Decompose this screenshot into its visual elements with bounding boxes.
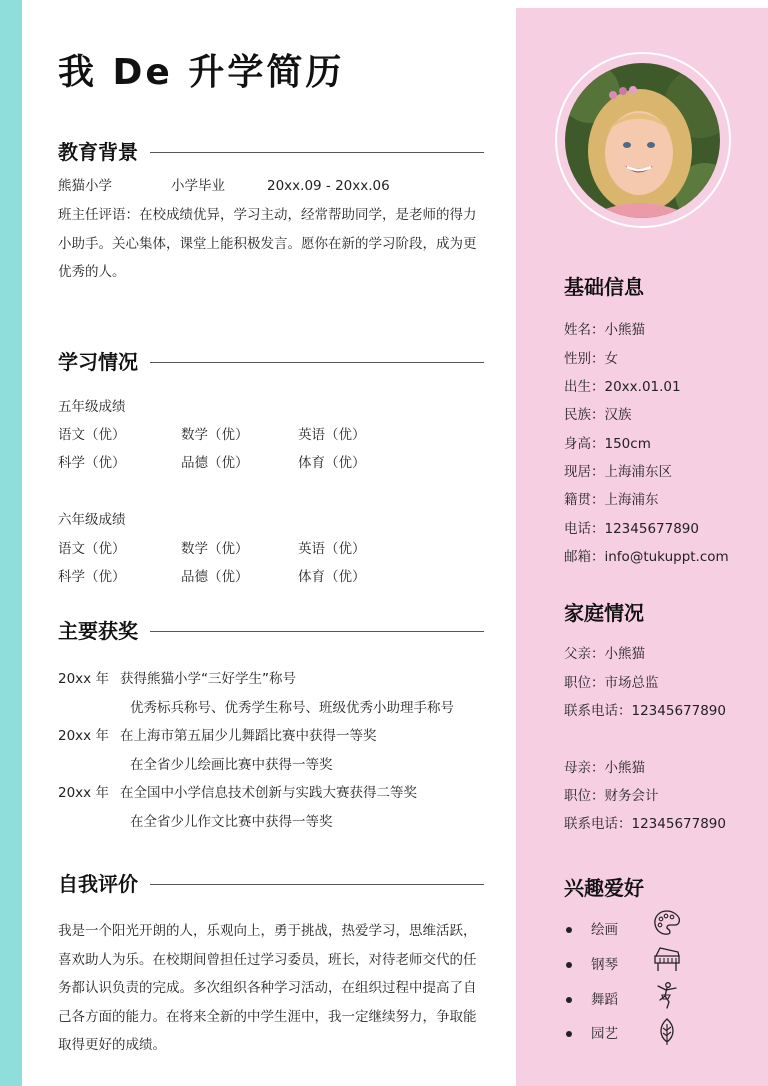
award-year: 20xx 年 [58, 728, 109, 744]
award-line: 在上海市第五届少儿舞蹈比赛中获得一等奖 [120, 728, 377, 744]
award-line: 优秀标兵称号、优秀学生称号、班级优秀小助理手称号 [130, 700, 454, 716]
family-item: 职位：财务会计 [564, 788, 659, 804]
subject-grade: 品德（优） [181, 455, 249, 471]
subject-grade: 语文（优） [58, 541, 126, 557]
basic-info-title: 基础信息 [564, 275, 644, 299]
hobby-label: 园艺 [591, 1026, 618, 1042]
family-title: 家庭情况 [564, 601, 644, 625]
basic-info-item: 籍贯：上海浦东 [564, 492, 659, 508]
section-education [58, 137, 484, 167]
subject-grade: 科学（优） [58, 455, 126, 471]
award-line: 在全省少儿作文比赛中获得一等奖 [130, 814, 333, 830]
section-awards [58, 616, 484, 646]
palette-icon [652, 908, 682, 938]
basic-info-item: 邮箱：info@tukuppt.com [564, 549, 729, 565]
left-accent-stripe [0, 0, 22, 1086]
basic-info-item: 性别：女 [564, 351, 618, 367]
basic-info-item: 现居：上海浦东区 [564, 464, 672, 480]
section-title: 主要获奖 [58, 619, 138, 643]
family-item: 联系电话：12345677890 [564, 703, 726, 719]
subject-grade: 品德（优） [181, 569, 249, 585]
degree: 小学毕业 [171, 178, 225, 194]
section-divider [150, 362, 484, 363]
teacher-comment: 班主任评语：在校成绩优异，学习主动，经常帮助同学，是老师的得力小助手。关心集体，课堂上能积极发言。愿你在新的学习阶段，成为更优秀的人。 [58, 207, 477, 280]
subject-grade: 体育（优） [298, 569, 366, 585]
basic-info-item: 姓名：小熊猫 [564, 322, 645, 338]
bullet-icon [566, 997, 572, 1003]
subject-grade: 英语（优） [298, 541, 366, 557]
leaf-icon [652, 1016, 682, 1046]
hobby-label: 舞蹈 [591, 992, 618, 1008]
grade-title: 五年级成绩 [58, 399, 126, 415]
family-item: 父亲：小熊猫 [564, 646, 645, 662]
avatar-portrait-image [565, 63, 720, 218]
section-title: 教育背景 [58, 140, 138, 164]
award-line: 在全省少儿绘画比赛中获得一等奖 [130, 757, 333, 773]
study-period: 20xx.09 - 20xx.06 [267, 178, 390, 194]
family-item: 联系电话：12345677890 [564, 816, 726, 832]
award-line: 在全国中小学信息技术创新与实践大赛获得二等奖 [120, 785, 417, 801]
family-item: 母亲：小熊猫 [564, 760, 645, 776]
award-year: 20xx 年 [58, 785, 109, 801]
section-self-evaluation [58, 869, 484, 899]
subject-grade: 数学（优） [181, 427, 249, 443]
basic-info-item: 民族：汉族 [564, 407, 632, 423]
piano-icon [652, 944, 682, 974]
section-title: 自我评价 [58, 872, 138, 896]
award-line: 获得熊猫小学“三好学生”称号 [120, 671, 296, 687]
school-name: 熊猫小学 [58, 178, 112, 194]
subject-grade: 科学（优） [58, 569, 126, 585]
subject-grade: 体育（优） [298, 455, 366, 471]
subject-grade: 语文（优） [58, 427, 126, 443]
section-title: 学习情况 [58, 350, 138, 374]
section-divider [150, 631, 484, 632]
subject-grade: 英语（优） [298, 427, 366, 443]
bullet-icon [566, 1031, 572, 1037]
bullet-icon [566, 927, 572, 933]
hobby-label: 绘画 [591, 922, 618, 938]
avatar [565, 63, 720, 218]
section-divider [150, 884, 484, 885]
basic-info-item: 身高：150cm [564, 436, 651, 452]
section-study [58, 347, 484, 377]
subject-grade: 数学（优） [181, 541, 249, 557]
award-year: 20xx 年 [58, 671, 109, 687]
grade-title: 六年级成绩 [58, 512, 126, 528]
basic-info-item: 电话：12345677890 [564, 521, 699, 537]
dancer-icon [652, 980, 682, 1010]
hobby-label: 钢琴 [591, 957, 618, 973]
basic-info-item: 出生：20xx.01.01 [564, 379, 681, 395]
page-title: 我 De 升学简历 [58, 52, 345, 93]
self-evaluation-text: 我是一个阳光开朗的人，乐观向上，勇于挑战，热爱学习，思维活跃，喜欢助人为乐。在校期间曾担任过学习委员，班长，对待老师交代的任务都认识负责的完成。多次组织各种学习活动，在组织过程中提高了自己各方面的能力。在将来全新的中学生涯中，我一定继续努力，争取能取得更好的成绩。 [58, 923, 477, 1053]
bullet-icon [566, 962, 572, 968]
family-item: 职位：市场总监 [564, 675, 659, 691]
section-divider [150, 152, 484, 153]
hobbies-title: 兴趣爱好 [564, 876, 644, 900]
